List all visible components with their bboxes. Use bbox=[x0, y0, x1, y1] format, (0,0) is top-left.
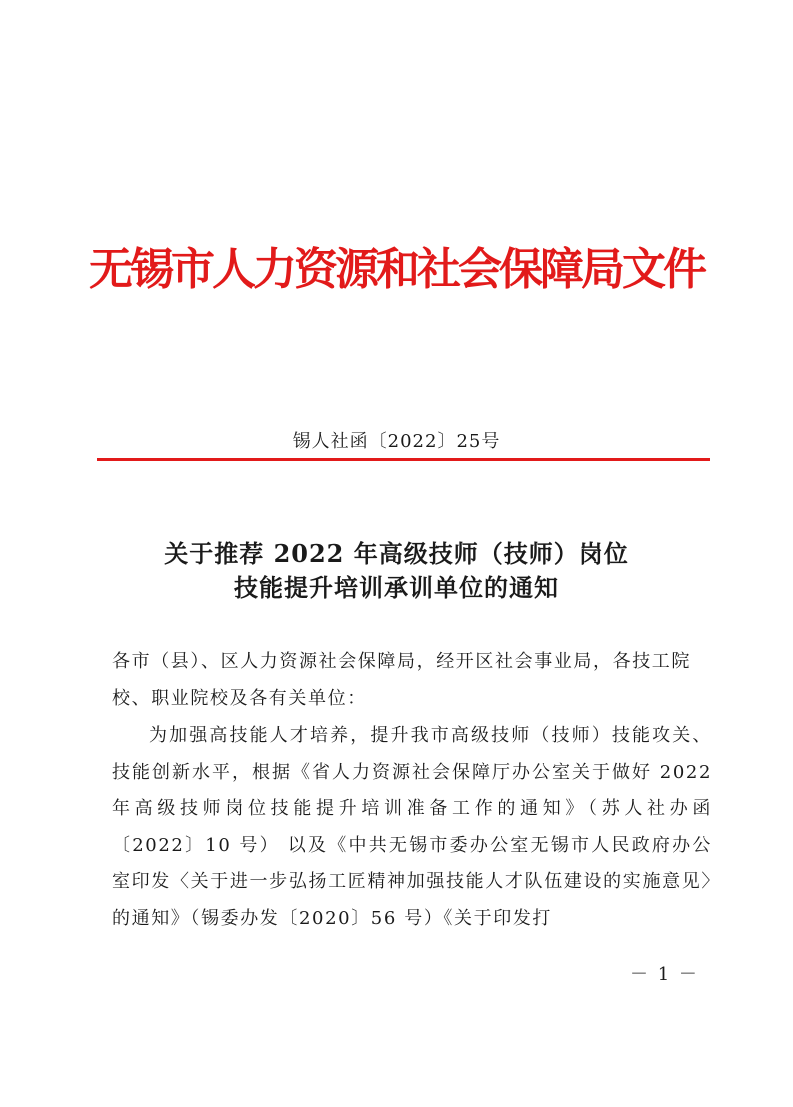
salutation: 各市（县）、区人力资源社会保障局，经开区社会事业局，各技工院校、职业院校及各有关单位： bbox=[112, 651, 691, 709]
body-paragraph: 为加强高技能人才培养，提升我市高级技师（技师）技能攻关、技能创新水平，根据《省人力资源社会保障厅办公室关于做好 2022 年高级技师岗位技能提升培训准备工作的通知》（苏人社办函〔2022〕10 号） 以及《中共无锡市委办公室无锡市人民政府办公室印发〈关于进一步弘扬工匠精神加强技能人才队伍建设的实施意见〉的通知》（锡委办发〔2020〕56 号）《关于印发打 bbox=[112, 725, 712, 929]
document-title-line-2: 技能提升培训承训单位的通知 bbox=[234, 573, 559, 602]
document-header-title: 无锡市人力资源和社会保障局文件 bbox=[89, 244, 704, 295]
document-title-line-1: 关于推荐 2022 年高级技师（技师）岗位 bbox=[164, 539, 629, 568]
document-number: 锡人社函〔2022〕25号 bbox=[292, 431, 501, 452]
red-divider bbox=[97, 458, 710, 461]
page-number: － 1 － bbox=[630, 964, 699, 985]
